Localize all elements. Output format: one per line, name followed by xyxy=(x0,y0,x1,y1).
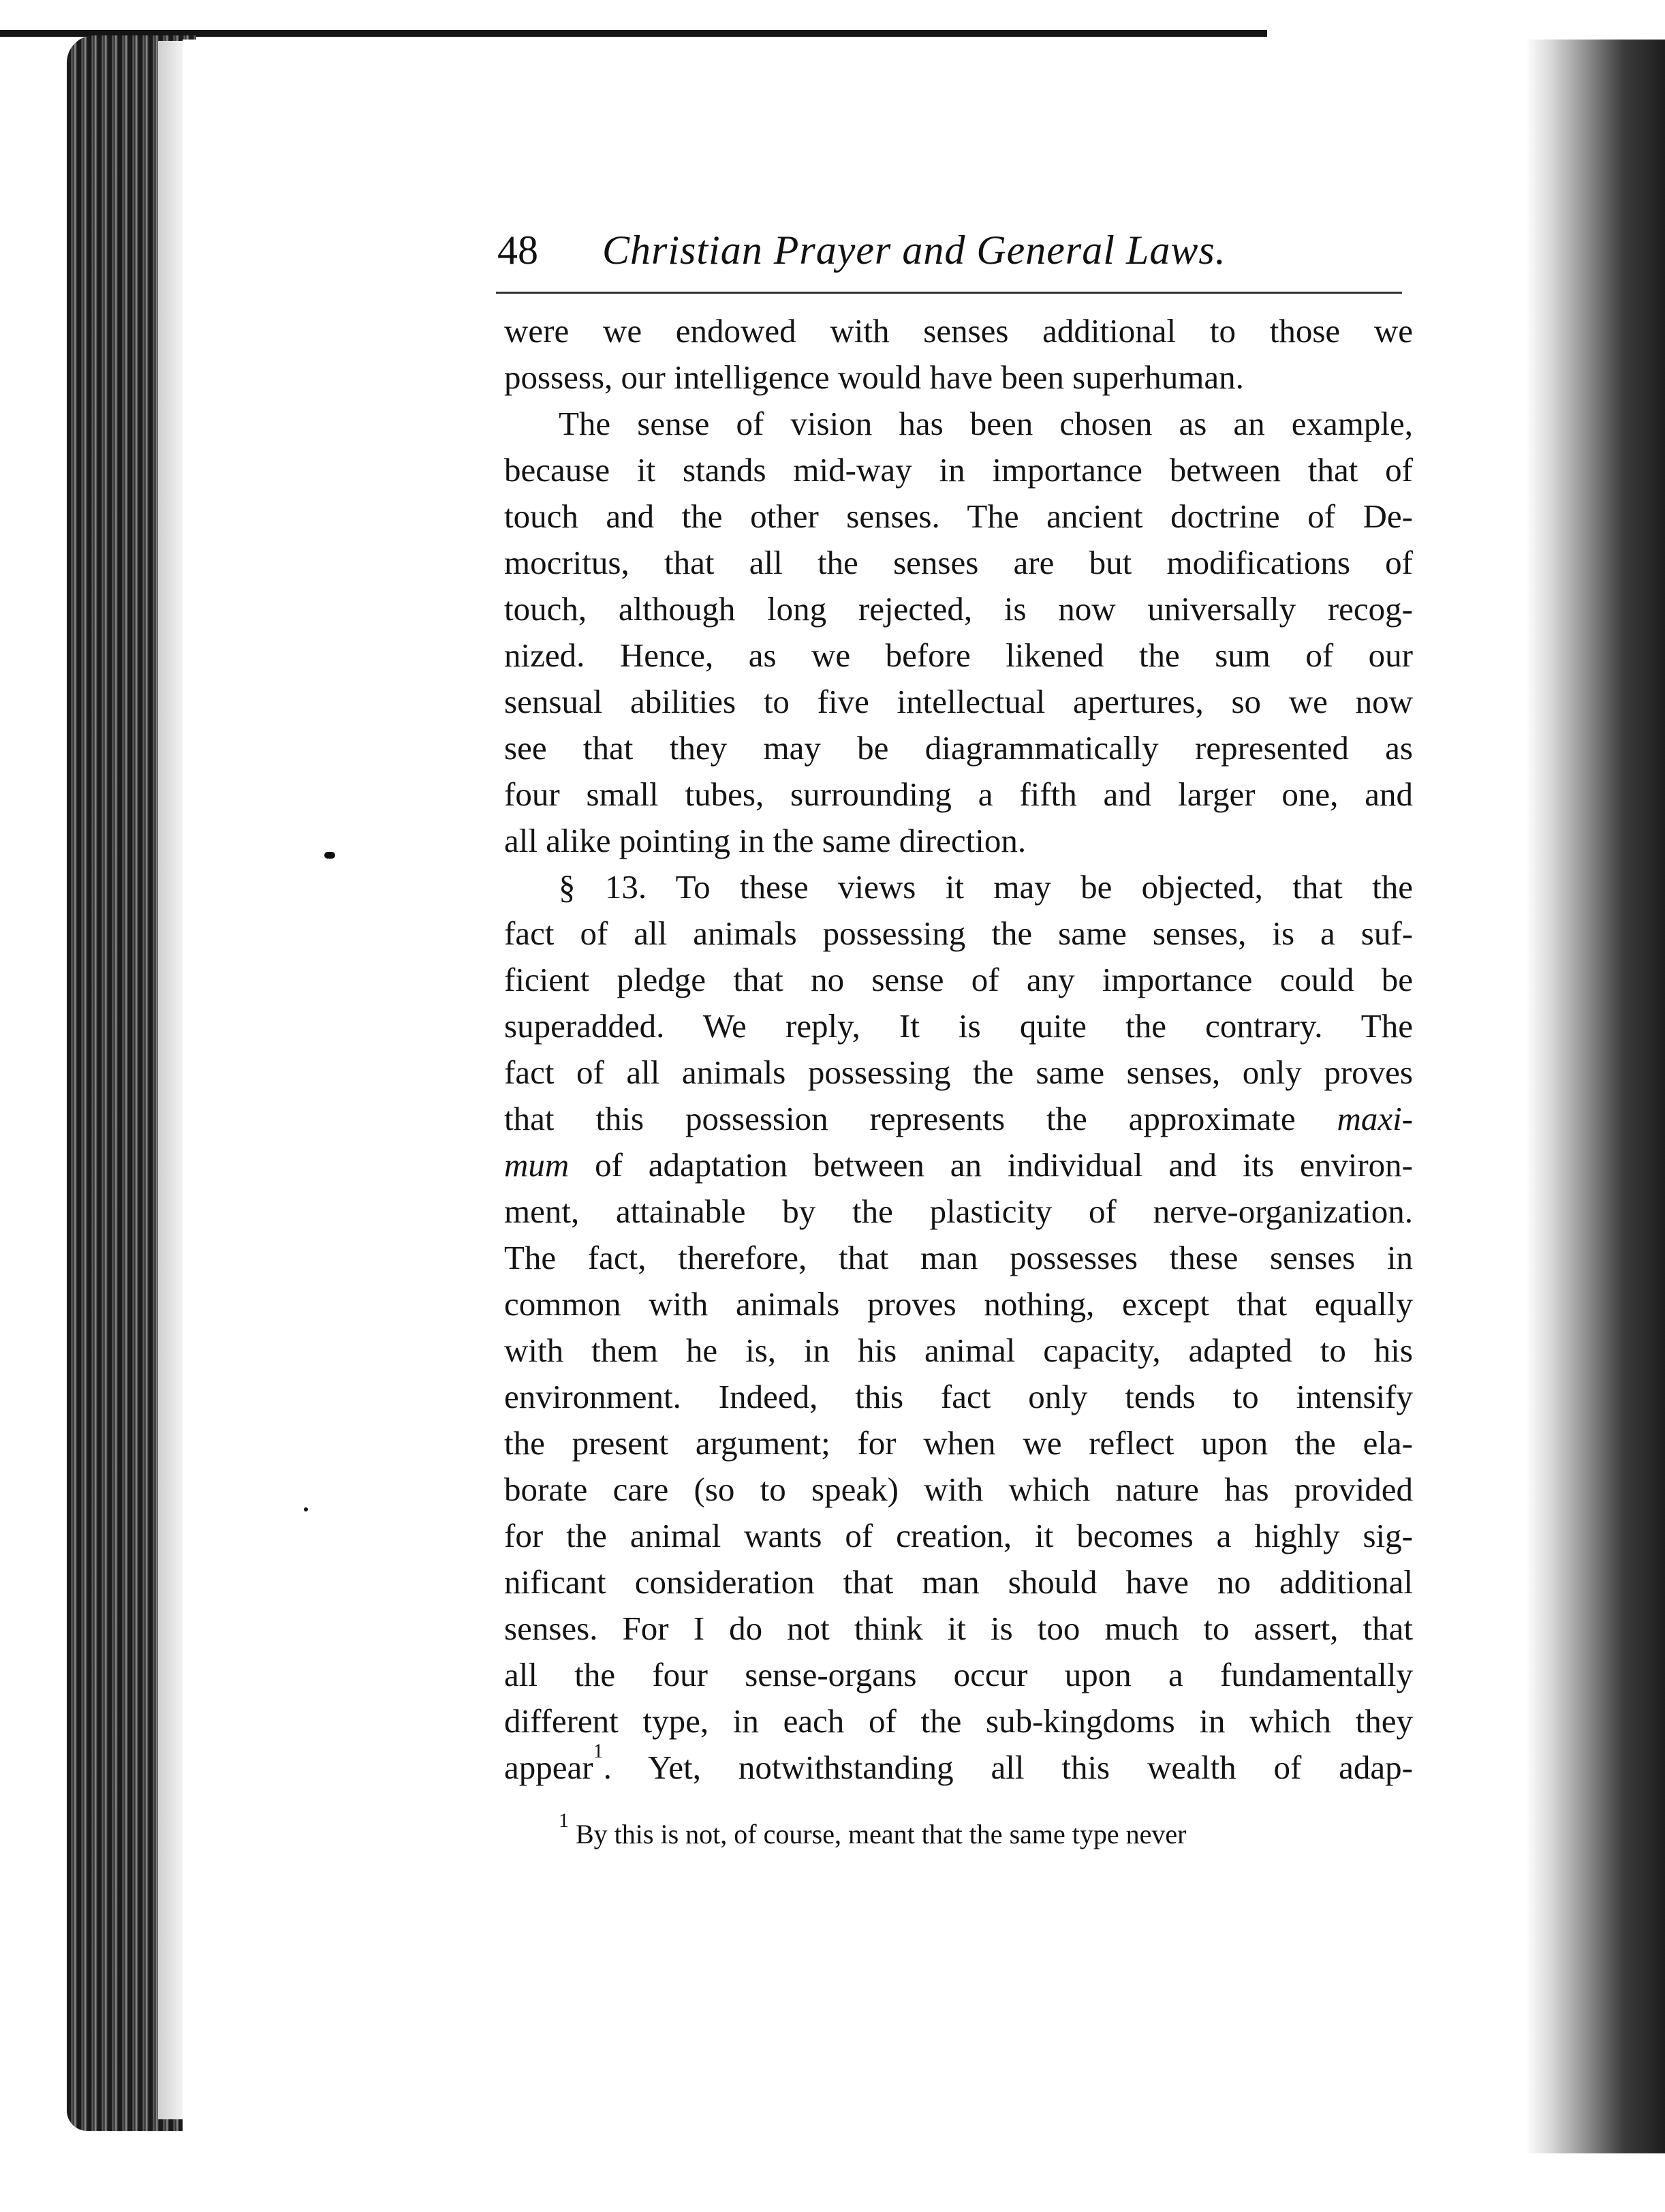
footnote xyxy=(559,1809,1424,1855)
text-line-with-italic xyxy=(504,1096,1413,1142)
text-line: nized. Hence, as we before likened the sum of our xyxy=(504,636,1413,674)
text-line: were we endowed with senses additional to those we xyxy=(504,312,1413,350)
running-title: Christian Prayer and General Laws. xyxy=(602,228,1226,273)
text-line: all alike pointing in the same direction. xyxy=(504,822,1027,859)
text-line: superadded. We reply, It is quite the contrary. The xyxy=(504,1007,1413,1045)
text-line-with-italic xyxy=(504,1142,1413,1188)
text-line: nificant consideration that man should have no additional xyxy=(504,1563,1413,1601)
header-rule xyxy=(496,292,1402,294)
text-line-with-footnote-ref xyxy=(504,1740,1413,1791)
text-line: for the animal wants of creation, it becomes a highly sig- xyxy=(504,1517,1413,1554)
footnote-marker: 1 xyxy=(559,1809,569,1832)
text-line: borate care (so to speak) with which nature has provided xyxy=(504,1471,1413,1508)
text-line: senses. For I do not think it is too much to assert, that xyxy=(504,1610,1413,1647)
text-line: touch, although long rejected, is now universally recog- xyxy=(504,590,1413,628)
text-line: common with animals proves nothing, except that equally xyxy=(504,1285,1413,1323)
section-13-start: § 13. To these views it may be objected, that the xyxy=(559,868,1413,906)
scanner-bottom-border xyxy=(0,2153,1665,2212)
italic-word: maxi- xyxy=(1337,1100,1414,1137)
page-gutter-shade xyxy=(158,41,185,2119)
text-line: because it stands mid-way in importance between that of xyxy=(504,451,1413,489)
text-line: ficient pledge that no sense of any importance could be xyxy=(504,961,1413,998)
text-line: environment. Indeed, this fact only tends to intensify xyxy=(504,1378,1413,1415)
footnote-text: By this is not, of course, meant that the same type never xyxy=(576,1819,1187,1849)
scan-speck xyxy=(324,852,335,859)
body-text xyxy=(504,308,1413,1791)
text-line: mocritus, that all the senses are but modifications of xyxy=(504,544,1413,581)
italic-word: mum xyxy=(504,1146,570,1184)
running-head xyxy=(497,227,1345,281)
text-line: four small tubes, surrounding a fifth and larger one, and xyxy=(504,775,1413,813)
text-line: The sense of vision has been chosen as an example, xyxy=(559,405,1413,442)
text-fragment: appear xyxy=(504,1749,593,1786)
text-fragment: of adaptation between an individual and its environ- xyxy=(595,1146,1413,1184)
facing-page-shadow xyxy=(1526,40,1665,2172)
page-number: 48 xyxy=(497,228,538,273)
text-line: see that they may be diagrammatically represented as xyxy=(504,729,1413,767)
text-line: fact of all animals possessing the same senses, is a suf- xyxy=(504,915,1413,952)
text-line: touch and the other senses. The ancient doctrine of De- xyxy=(504,497,1413,535)
scan-speck xyxy=(304,1507,308,1511)
text-line: with them he is, in his animal capacity, adapted to his xyxy=(504,1332,1413,1369)
text-line: fact of all animals possessing the same senses, only proves xyxy=(504,1054,1413,1091)
scanner-top-border xyxy=(0,0,1267,37)
text-fragment: that this possession represents the approximate xyxy=(504,1100,1296,1137)
footnote-reference: 1 xyxy=(593,1740,604,1762)
text-line: sensual abilities to five intellectual apertures, so we now xyxy=(504,683,1413,720)
text-fragment: . Yet, notwithstanding all this wealth of adap- xyxy=(603,1749,1413,1786)
text-line: all the four sense-organs occur upon a fundamentally xyxy=(504,1656,1413,1693)
text-line: ment, attainable by the plasticity of nerve-organization. xyxy=(504,1193,1413,1230)
text-line: The fact, therefore, that man possesses these senses in xyxy=(504,1239,1413,1276)
text-line: different type, in each of the sub-kingdoms in which they xyxy=(504,1702,1413,1740)
text-line: possess, our intelligence would have been superhuman. xyxy=(504,358,1244,396)
text-line: the present argument; for when we reflect upon the ela- xyxy=(504,1424,1413,1462)
